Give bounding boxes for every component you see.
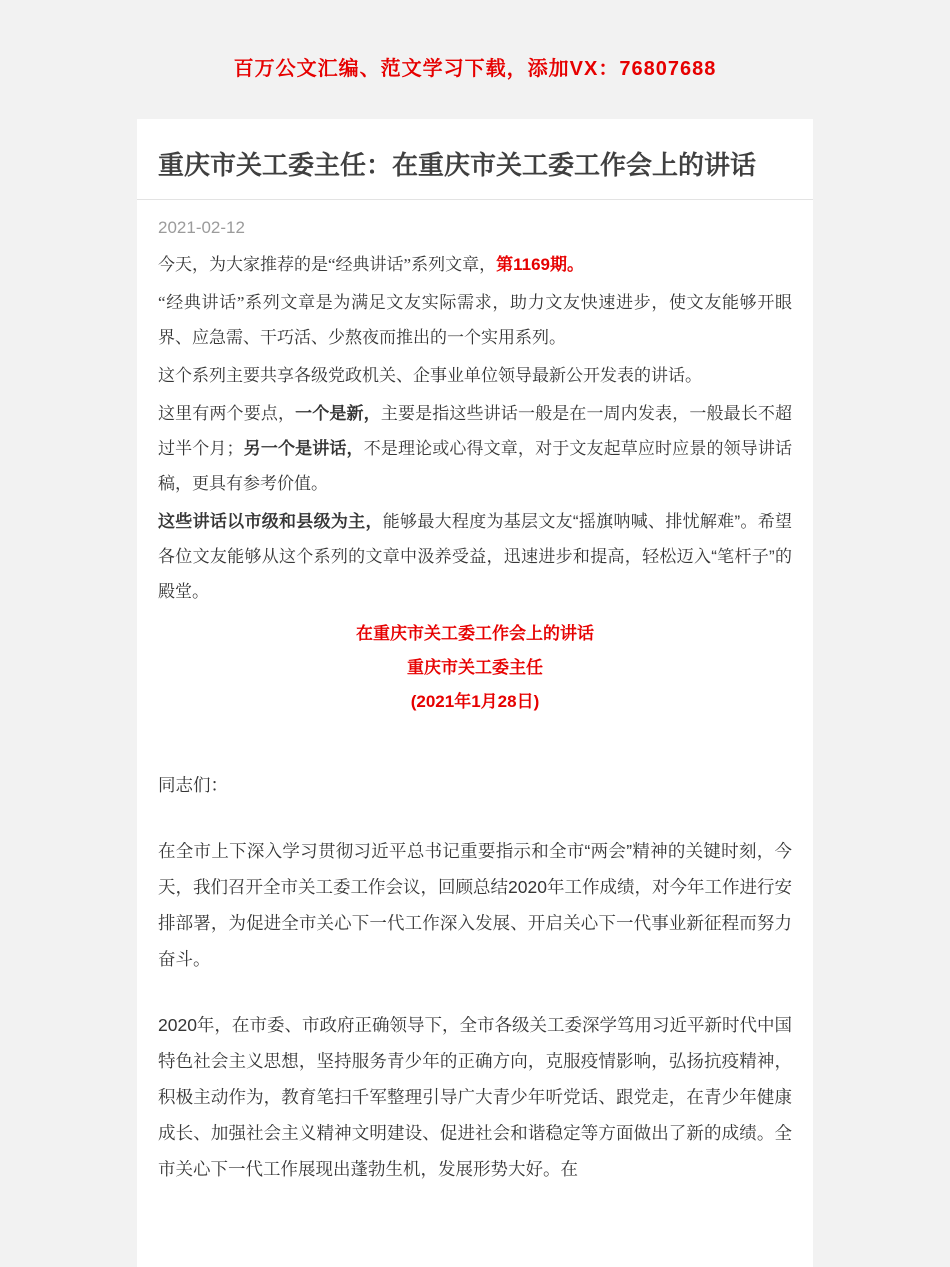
article-container <box>137 119 813 1267</box>
text-segment: 这个系列主要共享各级党政机关、企事业单位领导最新公开发表的讲话。 <box>158 366 702 386</box>
series-name-quoted: “经典讲话” <box>328 255 412 275</box>
text-segment: 主要是指这些讲话一般是在一周内发表，一般最长不超过半个月； <box>158 404 793 459</box>
text-segment: 这里有两个要点， <box>158 404 296 424</box>
text-segment: 今天，为大家推荐的是 <box>158 255 328 275</box>
speech-paragraph-1: 在全市上下深入学习贯彻习近平总书记重要指示和全市“两会”精神的关键时刻，今天，我们召开全市关工委工作会议，回顾总结2020年工作成绩，对今年工作进行安排部署，为促进全市关心下一代工作深入发展、开启关心下一代事业新征程而努力奋斗。 <box>158 841 792 970</box>
issue-number: 第1169期。 <box>496 255 584 275</box>
promo-banner <box>0 0 950 81</box>
promo-banner-text: 百万公文汇编、范文学习下载，添加VX：76807688 <box>233 58 717 80</box>
intro-paragraph-4 <box>137 396 813 501</box>
series-name-quoted: “经典讲话” <box>158 293 245 313</box>
speech-heading-block <box>137 617 813 719</box>
key-point-new: 一个是新， <box>295 404 381 424</box>
speech-paragraph-2: 2020年，在市委、市政府正确领导下，全市各级关工委深学笃用习近平新时代中国特色社会主义思想，坚持服务青少年的正确方向，克服疫情影响，弘扬抗疫精神，积极主动作为，教育笔扫千军整理引导广大青少年听党话、跟党走，在青少年健康成长、加强社会主义精神文明建设、促进社会和谐稳定等方面做出了新的成绩。全市关心下一代工作展现出蓬勃生机，发展形势大好。在 <box>158 1015 792 1180</box>
text-segment: 不是理论或心得文章，对于文友起草应时应景的领导讲话稿，更具有参考价值。 <box>158 439 793 494</box>
article-date: 2021-02-12 <box>158 218 245 238</box>
intro-paragraph-5 <box>137 504 813 609</box>
intro-section <box>137 247 813 609</box>
intro-paragraph-1 <box>137 247 813 282</box>
speech-title: 在重庆市关工委工作会上的讲话 <box>356 624 594 644</box>
key-point-speech: 另一个是讲话， <box>243 439 364 459</box>
intro-paragraph-3 <box>137 358 813 393</box>
text-segment: 系列文章， <box>411 255 497 275</box>
speech-date: (2021年1月28日) <box>410 692 540 712</box>
intro-paragraph-2 <box>137 285 813 355</box>
speech-salutation: 同志们： <box>158 775 228 796</box>
emphasis-segment: 这些讲话以市级和县级为主， <box>158 512 383 532</box>
text-segment: 能够最大程度为基层文友“摇旗呐喊、排忧解难”。希望各位文友能够从这个系列的文章中汲养受益，迅速进步和提高，轻松迈入“笔杆子”的殿堂。 <box>158 512 792 602</box>
title-divider <box>137 199 813 200</box>
article-title: 重庆市关工委主任：在重庆市关工委工作会上的讲话 <box>158 150 757 180</box>
speech-author: 重庆市关工委主任 <box>407 658 543 678</box>
text-segment: 系列文章是为满足文友实际需求，助力文友快速进步，使文友能够开眼界、应急需、干巧活、少熬夜而推出的一个实用系列。 <box>158 293 793 348</box>
